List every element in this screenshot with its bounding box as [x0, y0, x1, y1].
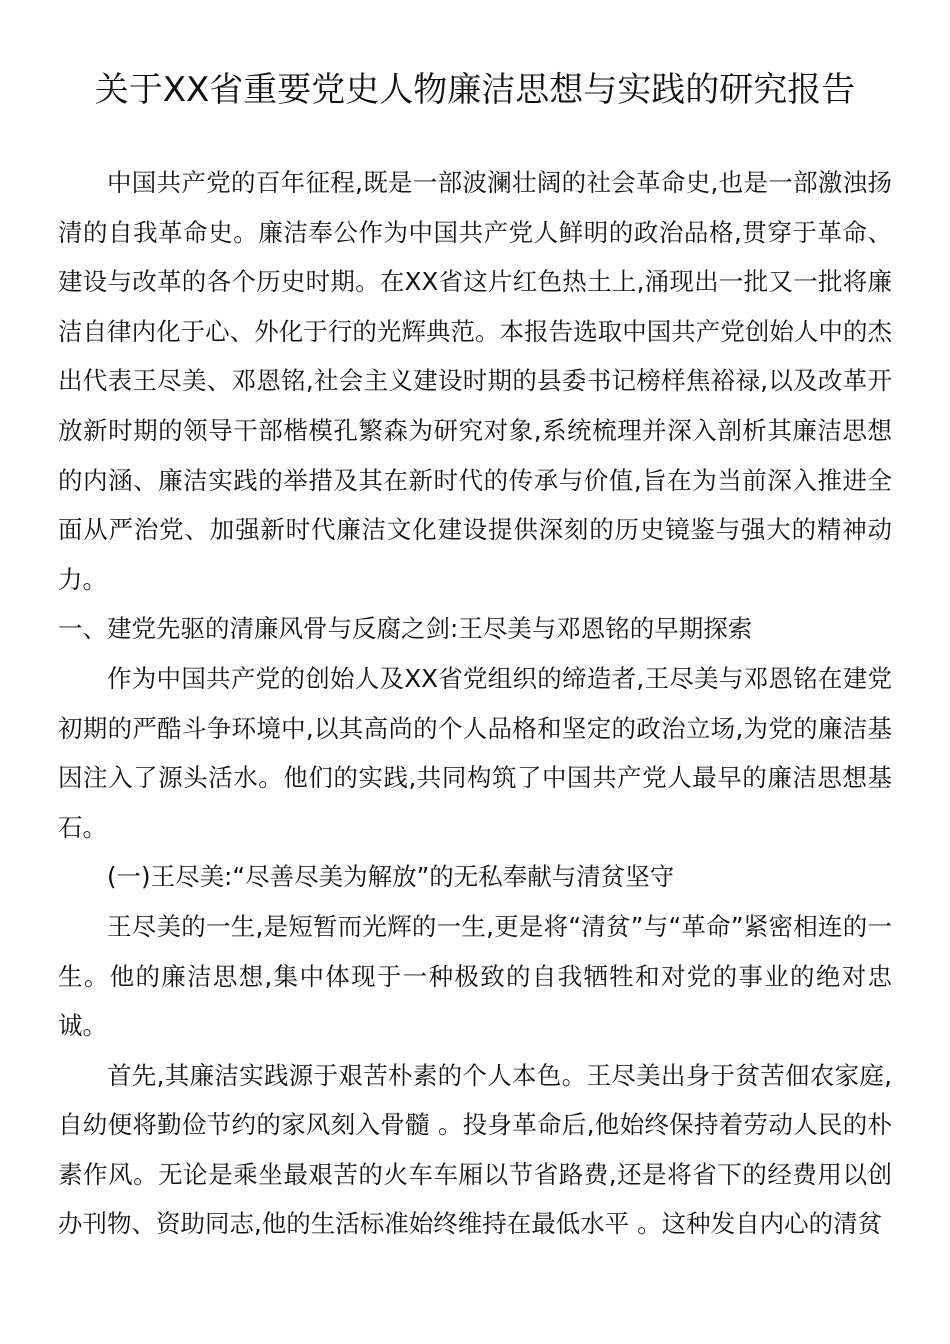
intro-paragraph: 中国共产党的百年征程,既是一部波澜壮阔的社会革命史,也是一部激浊扬清的自我革命史。廉洁奉公作为中国共产党人鲜明的政治品格,贯穿于革命、建设与改革的各个历史时期。在XX省这片红色热土上,涌现出一批又一批将廉洁自律内化于心、外化于行的光辉典范。本报告选取中国共产党创始人中的杰出代表王尽美、邓恩铭,社会主义建设时期的县委书记榜样焦裕禄,以及改革开放新时期的领导干部楷模孔繁森为研究对象,系统梳理并深入剖析其廉洁思想的内涵、廉洁实践的举措及其在新时代的传承与价值,旨在为当前深入推进全面从严治党、加强新时代廉洁文化建设提供深刻的历史镜鉴与强大的精神动力。 [58, 168, 892, 594]
document-body [58, 158, 892, 1249]
subsection-1-paragraph-2: 首先,其廉洁实践源于艰苦朴素的个人本色。王尽美出身于贫苦佃农家庭,自幼便将勤俭节约的家风刻入骨髓 。投身革命后,他始终保持着劳动人民的朴素作风。无论是乘坐最艰苦的火车车厢以节省路费,还是将省下的经费用以创办刊物、资助同志,他的生活标准始终维持在最低水平 。这种发自内心的清贫 [58, 1060, 892, 1239]
section-1-heading: 一、建党先驱的清廉风骨与反腐之剑:王尽美与邓恩铭的早期探索 [58, 614, 753, 644]
subsection-1-heading: (一)王尽美:“尽善尽美为解放”的无私奉献与清贫坚守 [107, 862, 675, 892]
section-1-paragraph: 作为中国共产党的创始人及XX省党组织的缔造者,王尽美与邓恩铭在建党初期的严酷斗争环境中,以其高尚的个人品格和坚定的政治立场,为党的廉洁基因注入了源头活水。他们的实践,共同构筑了中国共产党人最早的廉洁思想基石。 [58, 663, 892, 842]
subsection-1-paragraph-1: 王尽美的一生,是短暂而光辉的一生,更是将“清贫”与“革命”紧密相连的一生。他的廉洁思想,集中体现于一种极致的自我牺牲和对党的事业的绝对忠诚。 [58, 911, 892, 1041]
document-title: 关于XX省重要党史人物廉洁思想与实践的研究报告 [94, 70, 856, 110]
